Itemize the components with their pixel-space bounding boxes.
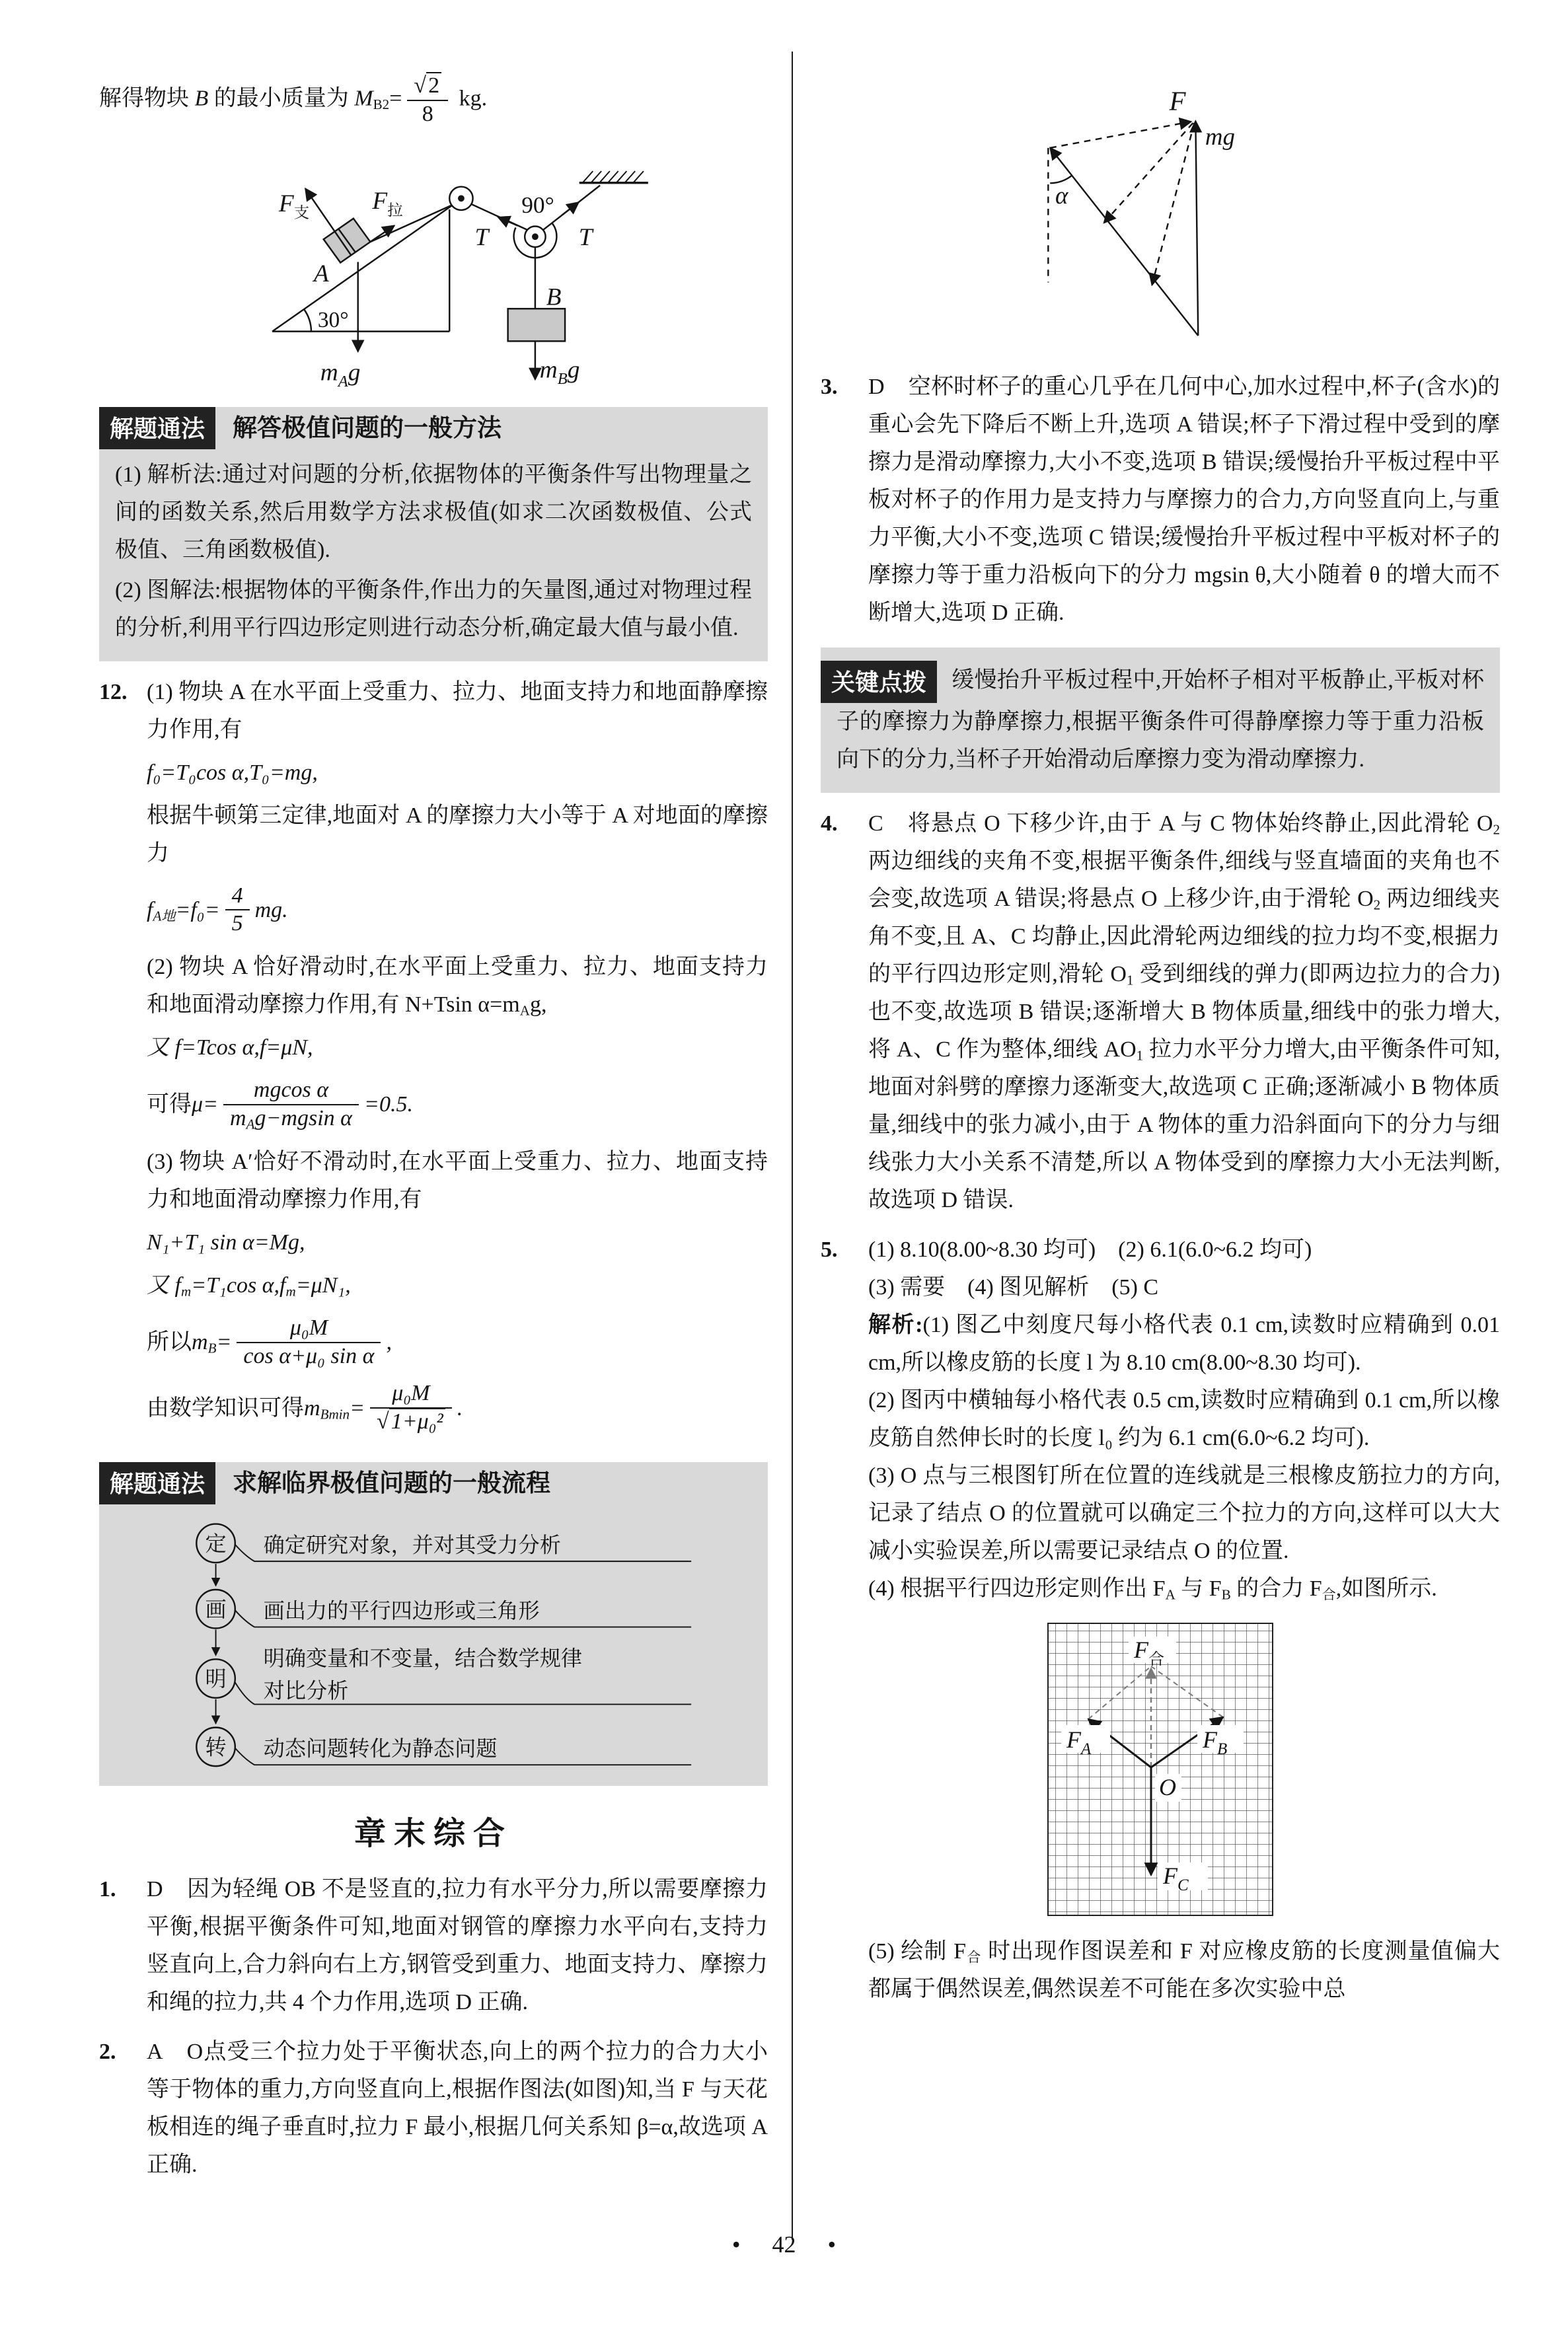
solution-text: (2) 物块 A 恰好滑动时,在水平面上受重力、拉力、地面支持力和地面滑动摩擦力作用,有 N+Tsin $\alpha=m_Ag$, xyxy=(147,955,768,1019)
problem-5 xyxy=(821,1231,1500,2008)
equation: 由数学知识可得 $m_{Bmin}=$ $\frac{\text{μ₀M}}{\text{√1+μ₀²}}$ . xyxy=(147,1380,768,1436)
problem-number: 2. xyxy=(99,2039,116,2064)
label-tension-right: T xyxy=(578,223,593,251)
intro-line: 解得物块 B 的最小质量为 $M_{B2}=$ $\frac{√2}{8}$ kg. xyxy=(99,73,768,128)
flow-step-key: 定 xyxy=(205,1532,227,1556)
problem-1 xyxy=(99,1870,768,2021)
solution-text: (3) 物块 A′恰好不滑动时,在水平面上受重力、拉力、地面支持力和地面滑动摩擦力作用,有 xyxy=(147,1149,768,1212)
equation: N₁+T₁ sin α=Mg, xyxy=(147,1230,305,1255)
flow-step-text: 画出力的平行四边形或三角形 xyxy=(263,1598,540,1623)
problem-12 xyxy=(99,673,768,1446)
keypoint-badge: 关键点拨 xyxy=(821,661,937,703)
method-box-title: 解答极值问题的一般方法 xyxy=(233,414,502,442)
flow-step-key: 转 xyxy=(205,1735,227,1759)
label-mg: mg xyxy=(1205,122,1235,150)
problem-number: 12. xyxy=(99,679,128,704)
flow-step-text: 动态问题转化为静态问题 xyxy=(263,1736,498,1761)
explanation-label: 解析: xyxy=(868,1313,923,1337)
force-parallelogram-grid-figure xyxy=(1044,1619,1500,1923)
answer-letter: D xyxy=(868,375,885,399)
problem-number: 4. xyxy=(821,811,838,836)
flow-step-text: 明确变量和不变量，结合数学规律 xyxy=(263,1646,583,1671)
answer-letter: C xyxy=(868,811,883,836)
keypoint-paragraph: 关键点拨 缓慢抬升平板过程中,开始杯子相对平板静止,平板对杯子的摩擦力为静摩擦力,根据平衡条件可得静摩擦力等于重力沿板向下的分力,当杯子开始滑动后摩擦力变为滑动摩擦力. xyxy=(837,661,1484,778)
label-f-pull: $F_拉$ xyxy=(372,187,403,219)
problem-number: 1. xyxy=(99,1876,116,1901)
method-box-title: 求解临界极值问题的一般流程 xyxy=(233,1469,551,1497)
page-footer xyxy=(0,2233,1568,2256)
explanation-text: (4) 根据平行四边形定则作出 $F_A$ 与 $F_B$ 的合力 $F_合$,如图所示. xyxy=(868,1576,1437,1603)
flow-step-text: 对比分析 xyxy=(263,1678,349,1703)
flowchart-figure xyxy=(178,1511,752,1771)
solution-text: C 将悬点 O 下移少许,由于 A 与 C 物体始终静止,因此滑轮 $O_2$ 两边细线的夹角不变,根据平衡条件,细线与竖直墙面的夹角也不会变,故选项 A 错误;将悬点 O 上移少许,由于滑轮 $O_2$ 两边细线夹角不变,且 A、C 均静止,因此滑轮两边细线的拉力均不变,根据力的平行四边形定则,滑轮 $O_1$ 受到细线的弹力(即两边拉力的合力)也不变,故选项 B 错误;逐渐增大 B 物体质量,细线中的张力增大,将 A、C 作为整体,细线 $AO_1$ 拉力水平分力增大,由平衡条件可知,地面对斜劈的摩擦力逐渐变大,故选项 C 正确;逐渐减小 B 物体质量,细线中的张力减小,由于 A 物体的重力沿斜面向下的分力与细线张力大小关系不清楚,所以 A 物体受到的摩擦力大小无法判断,故选项 D 错误. xyxy=(868,811,1500,1212)
page-number: 42 xyxy=(772,2231,796,2258)
label-f-c: $F_C$ xyxy=(1163,1863,1189,1894)
incline-pulley-figure xyxy=(263,135,768,391)
answer-letter: A xyxy=(147,2039,163,2064)
equation: 又 $f_m=T_1\cos$ $\alpha,f_m=\mu N_1$, xyxy=(147,1273,351,1300)
label-f-resultant: $F_合$ xyxy=(1134,1637,1164,1668)
method-box-extremum xyxy=(99,407,768,661)
equation: f₀=T₀cos α,T₀=mg, xyxy=(147,760,318,785)
label-weight-a: $m_Ag$ xyxy=(320,358,361,390)
explanation-text: (3) O 点与三根图钉所在位置的连线就是三根橡皮筋拉力的方向,记录了结点 O 的位置就可以确定三个拉力的方向,这样可以大大减小实验误差,所以需要记录结点 O 的位置. xyxy=(868,1463,1500,1563)
label-f: F xyxy=(1169,86,1186,116)
method-badge: 解题通法 xyxy=(99,407,215,449)
incline-angle-arc xyxy=(304,309,311,331)
problem-number: 5. xyxy=(821,1237,838,1262)
flow-step-text: 确定研究对象，并对其受力分析 xyxy=(263,1533,561,1557)
problem-4 xyxy=(821,805,1500,1219)
problem-3 xyxy=(821,368,1500,632)
method-paragraph-2: (2) 图解法:根据物体的平衡条件,作出力的矢量图,通过对物理过程的分析,利用平行四边形定则进行动态分析,确定最大值与最小值. xyxy=(115,577,752,640)
mg-vector-arrow xyxy=(1195,121,1198,336)
explanation-text: (2) 图丙中横轴每小格代表 0.5 cm,读数时应精确到 0.1 cm,所以橡皮筋自然伸长时的长度 l₀ 约为 6.1 cm(6.0~6.2 均可). xyxy=(868,1388,1500,1450)
keypoint-box xyxy=(821,647,1500,793)
tension-left-arrow xyxy=(498,217,517,225)
problem-2 xyxy=(99,2033,768,2184)
f-intermediate-dashed xyxy=(1104,123,1193,223)
column-divider xyxy=(792,52,793,2240)
solution-text: D 因为轻绳 OB 不是竖直的,拉力有水平分力,所以需要摩擦力平衡,根据平衡条件可知,地面对钢管的摩擦力水平向右,支持力竖直向上,合力斜向右上方,钢管受到重力、地面支持力、摩擦力和绳的拉力,共 4 个力作用,选项 D 正确. xyxy=(147,1876,768,2014)
left-column xyxy=(99,0,768,2184)
label-weight-b: $m_Bg$ xyxy=(539,355,580,388)
answer-line: (1) 8.10(8.00~8.30 均可) (2) 6.1(6.0~6.2 均可) xyxy=(868,1237,1312,1262)
solution-text: A O点受三个拉力处于平衡状态,向上的两个拉力的合力大小等于物体的重力,方向竖直向上,根据作图法(如图)知,当 F 与天花板相连的绳子垂直时,拉力 F 最小,根据几何关系知 β=α,故选项 A 正确. xyxy=(147,2039,768,2177)
method-box-flow xyxy=(99,1462,768,1786)
block-b xyxy=(508,309,565,341)
equation: 所以 $m_B=$ $\frac{\text{μ₀M}}{\text{cos α+μ₀ sin α}}$ , xyxy=(147,1315,768,1370)
method-paragraph-1: (1) 解析法:通过对问题的分析,依据物体的平衡条件写出物理量之间的函数关系,然后用数学方法求极值(如求二次函数极值、公式极值、三角函数极值). xyxy=(115,462,752,562)
explanation-text: 解析:(1) 图乙中刻度尺每小格代表 0.1 cm,读数时应精确到 0.01 cm,所以橡皮筋的长度 l 为 8.10 cm(8.00~8.30 均可). xyxy=(868,1313,1500,1375)
flow-step-key: 画 xyxy=(205,1597,227,1621)
label-angle-90: 90° xyxy=(521,191,554,218)
solution-text: (1) 物块 A 在水平面上受重力、拉力、地面支持力和地面静摩擦力作用,有 xyxy=(147,679,768,742)
label-block-b: B xyxy=(546,283,562,311)
label-angle-30: 30° xyxy=(317,307,349,332)
solution-text: 根据牛顿第三定律,地面对 A 的摩擦力大小等于 A 对地面的摩擦力 xyxy=(147,803,768,866)
f-min-dashed xyxy=(1050,122,1191,148)
footer-dot: • xyxy=(827,2231,837,2258)
label-block-a: A xyxy=(313,260,329,287)
min-force-figure xyxy=(1031,81,1500,356)
label-f-support: $F_支$ xyxy=(278,190,310,222)
flow-step-key: 明 xyxy=(205,1667,227,1691)
answer-line: (3) 需要 (4) 图见解析 (5) C xyxy=(868,1275,1159,1300)
section-title: 章末综合 xyxy=(354,1816,513,1851)
label-f-b: $F_B$ xyxy=(1203,1726,1228,1758)
equation: $f_{A地}=f_0=$ $\frac{4}{5}$ mg. xyxy=(147,883,768,938)
equation: 又 f=Tcos α,f=μN, xyxy=(147,1035,313,1060)
label-f-a: $F_A$ xyxy=(1066,1726,1092,1758)
right-column xyxy=(821,0,1500,2008)
f-intermediate-dashed xyxy=(1152,123,1194,285)
footer-dot: • xyxy=(731,2231,741,2258)
label-tension-left: T xyxy=(474,223,489,251)
problem-number: 3. xyxy=(821,375,838,399)
f-pull-arrow xyxy=(370,225,394,242)
label-o-point: O xyxy=(1159,1774,1176,1800)
ceiling-hatching xyxy=(583,171,644,183)
solution-text: D 空杯时杯子的重心几乎在几何中心,加水过程中,杯子(含水)的重心会先下降后不断上升,选项 A 错误;杯子下滑过程中受到的摩擦力是滑动摩擦力,大小不变,选项 B 错误;缓慢抬升平板过程中平板对杯子的作用力是支持力与摩擦力的合力,方向竖直向上,与重力平衡,大小不变,选项 C 错误;缓慢抬升平板过程中平板对杯子的摩擦力等于重力沿板向下的分力 mgsin θ,大小随着 θ 的增大而不断增大,选项 D 正确. xyxy=(868,375,1500,625)
method-badge: 解题通法 xyxy=(99,1462,215,1504)
equation: 可得 μ= $\frac{\text{mgcos α}}{m_Ag-mgsin \alpha}$ =0.5. xyxy=(147,1078,413,1132)
label-alpha: α xyxy=(1055,182,1068,209)
answer-letter: D xyxy=(147,1876,163,1901)
explanation-text: (5) 绘制 $F_合$ 时出现作图误差和 F 对应橡皮筋的长度测量值偏大都属于偶然误差,偶然误差不可能在多次实验中总 xyxy=(868,1939,1500,2001)
tension-right-arrow xyxy=(562,202,579,215)
